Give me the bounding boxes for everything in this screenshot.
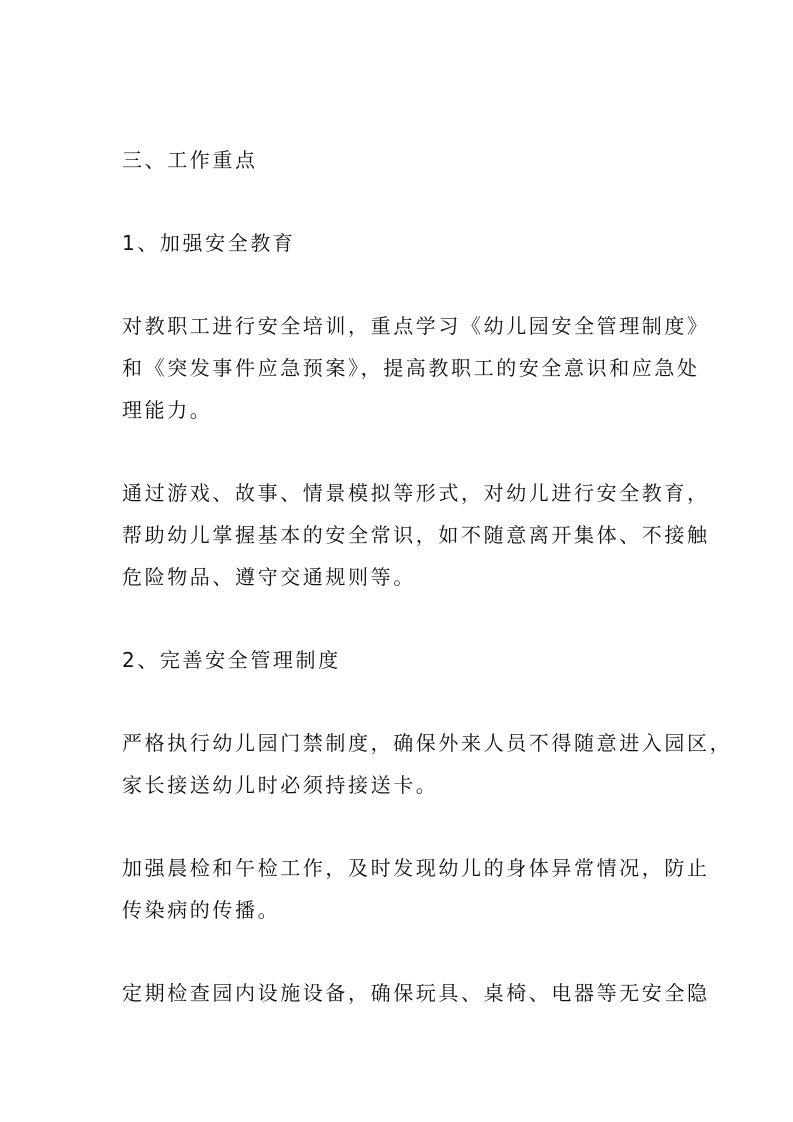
paragraph-line: 传染病的传播。 (122, 898, 281, 922)
paragraph-line: 危险物品、遵守交通规则等。 (122, 565, 416, 589)
subsection-heading-2: 2、完善安全管理制度 (122, 648, 341, 672)
paragraph-line: 和《突发事件应急预案》，提高教职工的安全意识和应急处 (122, 356, 700, 380)
paragraph-line: 定期检查园内设施设备，确保玩具、桌椅、电器等无安全隐 (122, 981, 710, 1005)
paragraph-line: 帮助幼儿掌握基本的安全常识，如不随意离开集体、不接触 (122, 523, 710, 547)
paragraph-line: 严格执行幼儿园门禁制度，确保外来人员不得随意进入园区， (122, 731, 733, 755)
paragraph-line: 理能力。 (122, 398, 213, 422)
paragraph-line: 通过游戏、故事、情景模拟等形式，对幼儿进行安全教育， (122, 481, 710, 505)
subsection-heading-1: 1、加强安全教育 (122, 231, 296, 255)
section-heading: 三、工作重点 (122, 148, 258, 172)
paragraph-line: 对教职工进行安全培训，重点学习《幼儿园安全管理制度》 (122, 314, 710, 338)
paragraph-line: 加强晨检和午检工作，及时发现幼儿的身体异常情况，防止 (122, 856, 710, 880)
paragraph-line: 家长接送幼儿时必须持接送卡。 (122, 773, 439, 797)
